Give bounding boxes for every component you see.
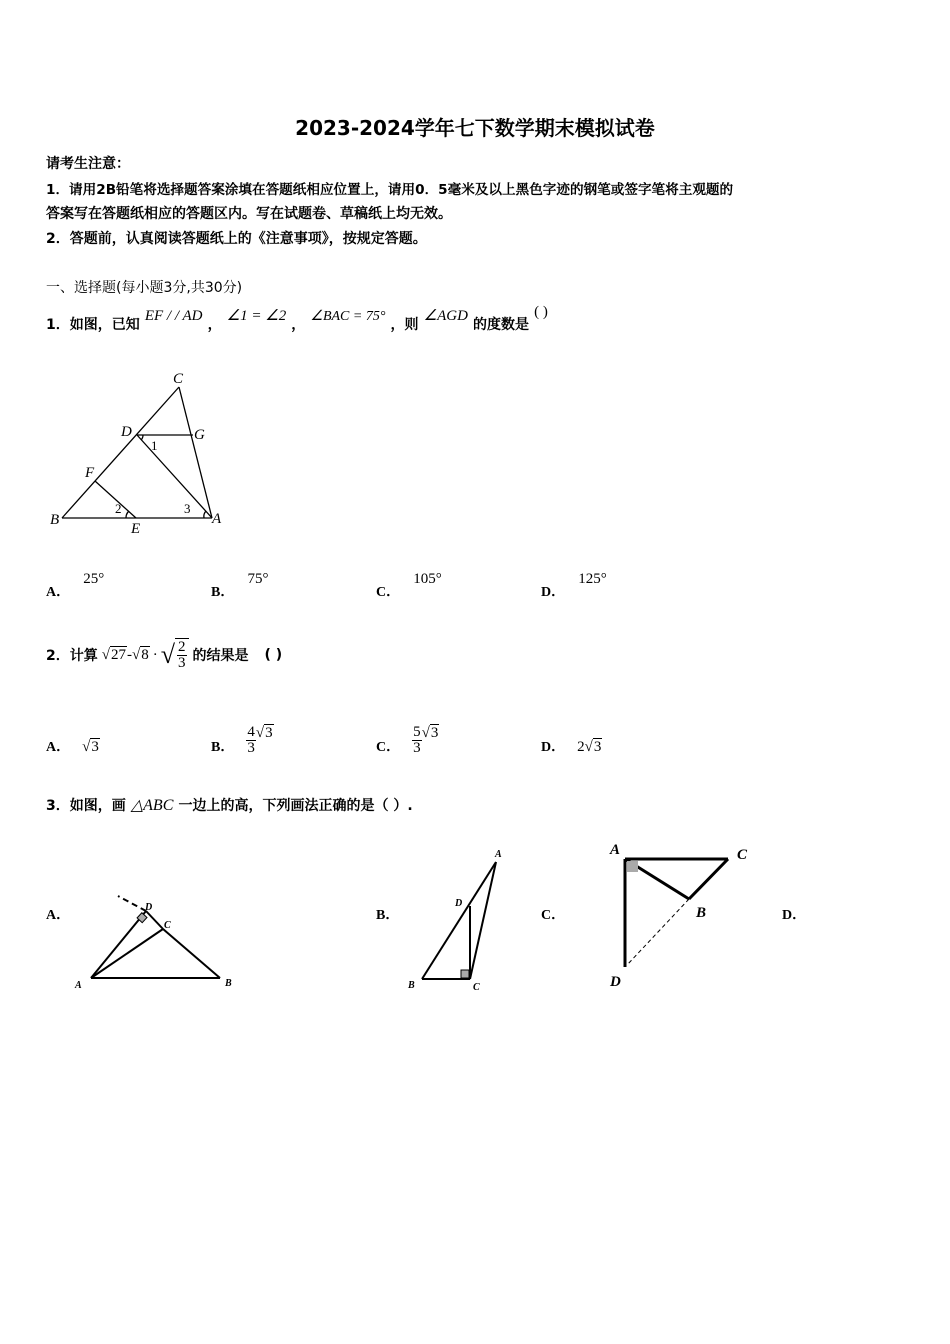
q2-fraction-numerator: 2 <box>178 639 186 655</box>
q2-option-a-value: √3 <box>82 739 99 755</box>
q1-option-a[interactable] <box>46 568 105 600</box>
q1-label-c: C <box>173 371 184 387</box>
q1-label-f: F <box>85 465 95 481</box>
q3-option-d-label[interactable]: D． <box>782 908 807 923</box>
q2-option-b-fraction <box>246 725 256 756</box>
q2-option-c-label: C． <box>376 740 401 755</box>
q3-figure-c <box>600 835 760 995</box>
q3a-label-a: A <box>75 980 82 991</box>
q3-figure-b <box>400 840 515 995</box>
q2-option-c-radical: √3 <box>421 725 439 741</box>
q1-separator-2: ， <box>291 317 306 333</box>
q3-figure-a <box>70 890 245 1000</box>
q1-label-g: G <box>194 427 205 443</box>
q1-separator-1: ， <box>207 317 222 333</box>
q2-radical-fraction <box>175 638 189 672</box>
q3b-label-d: D <box>455 898 463 909</box>
q3a-label-d: D <box>145 902 153 913</box>
q3c-right-angle-mark <box>627 861 638 872</box>
notice-item-1-line-1: 1．请用2B铅笔将选择题答案涂填在答题纸相应位置上，请用0．5毫米及以上黑色字迹的钢笔或签字笔将主观题的 <box>46 182 734 198</box>
q1-figure <box>40 365 240 540</box>
q1-label-angle-2: 2 <box>115 501 122 516</box>
q2-option-c-fraction <box>412 725 422 756</box>
q3a-segment-ad <box>91 911 146 978</box>
q3a-segment-dc <box>146 911 163 929</box>
q3-option-a-label[interactable]: A． <box>46 908 71 923</box>
q1-label-a: A <box>212 511 222 527</box>
q2-option-d-radicand: 3 <box>593 739 602 755</box>
q3b-label-a: A <box>495 849 502 860</box>
q1-option-b-value: 75° <box>247 571 269 587</box>
q2-option-a-label: A． <box>46 740 71 755</box>
q2-option-b-radical: √3 <box>255 725 273 741</box>
section-heading: 一、选择题(每小题3分,共30分) <box>46 280 243 296</box>
q2-radical-27: √27 <box>101 647 126 663</box>
q3a-label-b: B <box>225 978 232 989</box>
notice-heading: 请考生注意： <box>46 156 130 172</box>
q1-segment-da <box>137 435 212 518</box>
q2-dot: · <box>152 646 158 663</box>
q3a-extension <box>118 896 146 911</box>
q2-option-b[interactable] <box>211 710 274 756</box>
q3-option-c-label[interactable]: C． <box>541 908 566 923</box>
q1-option-c-value: 105° <box>413 571 442 587</box>
q3c-label-a: A <box>610 842 621 858</box>
q1-label-b: B <box>50 512 60 528</box>
q1-target-angle: ∠AGD <box>423 308 468 324</box>
q1-option-d-value: 125° <box>578 571 607 587</box>
q2-option-b-radicand: 3 <box>265 725 273 741</box>
q3-prefix: 3．如图，画 <box>46 798 126 814</box>
question-1-stem <box>46 305 548 335</box>
q1-suffix: 的度数是 <box>473 317 529 333</box>
q1-segment-bc <box>62 387 179 518</box>
q1-answer-paren: ( ) <box>534 304 548 320</box>
q2-answer-paren: ( ) <box>264 647 283 663</box>
q1-separator-3: ，则 <box>390 317 419 333</box>
q1-angle-3-arc <box>204 511 206 518</box>
q3c-label-d: D <box>610 974 621 990</box>
notice-item-1-line-2: 答案写在答题纸相应的答题区内。写在试题卷、草稿纸上均无效。 <box>46 206 452 222</box>
q1-segment-ca <box>179 387 212 518</box>
q3a-segment-cb <box>163 929 220 978</box>
page-title: 2023-2024学年七下数学期末模拟试卷 <box>295 116 655 140</box>
q1-option-a-value: 25° <box>83 571 105 587</box>
q1-condition-angle-bac: ∠BAC = 75° <box>310 309 386 324</box>
q3-suffix: 一边上的高，下列画法正确的是（ ）. <box>178 798 413 814</box>
q3b-label-c: C <box>473 982 480 993</box>
q1-option-d[interactable] <box>541 568 607 600</box>
q2-prefix: 2．计算 <box>46 648 98 664</box>
q2-option-a[interactable] <box>46 712 100 756</box>
q3a-label-c: C <box>164 920 171 931</box>
q1-option-c[interactable] <box>376 568 442 600</box>
q2-suffix: 的结果是 <box>192 648 249 664</box>
q1-option-b-label: B． <box>211 585 235 600</box>
q1-prefix: 1．如图，已知 <box>46 317 140 333</box>
q1-label-e: E <box>131 521 141 537</box>
q2-option-d[interactable] <box>541 712 602 756</box>
q2-radicand-8: 8 <box>141 647 149 663</box>
q1-angle-2-arc <box>126 511 129 518</box>
q3b-label-b: B <box>408 980 415 991</box>
q3b-segment-ba <box>422 862 496 979</box>
q1-condition-angles-equal: ∠1 = ∠2 <box>226 308 287 324</box>
question-2-stem <box>46 630 282 680</box>
q2-option-b-label: B． <box>211 740 235 755</box>
q2-option-b-numerator: 4 <box>247 724 255 740</box>
q2-option-c-denominator: 3 <box>413 740 421 756</box>
q2-option-d-coefficient: 2 <box>577 739 585 755</box>
q1-label-angle-3: 3 <box>184 501 191 516</box>
q2-option-c-radicand: 3 <box>430 725 439 741</box>
q1-label-d: D <box>121 424 132 440</box>
q1-angle-1-arc <box>141 435 143 440</box>
q3c-segment-cb <box>689 859 728 899</box>
q3-option-b-label[interactable]: B． <box>376 908 400 923</box>
q3b-right-angle-mark <box>461 970 469 978</box>
q1-option-a-label: A． <box>46 585 71 600</box>
q3c-dashed-bd <box>627 899 689 965</box>
q2-option-d-label: D． <box>541 740 566 755</box>
q2-option-c-numerator: 5 <box>413 724 421 740</box>
notice-item-2: 2．答题前，认真阅读答题纸上的《注意事项》，按规定答题。 <box>46 231 427 247</box>
q3-triangle: △ABC <box>130 797 174 814</box>
q3c-label-c: C <box>737 847 748 863</box>
q2-option-a-radicand: 3 <box>91 739 99 755</box>
q2-fraction-denominator: 3 <box>178 655 186 671</box>
q1-option-c-label: C． <box>376 585 401 600</box>
q3a-segment-ac <box>91 929 163 978</box>
q2-minus: - <box>126 646 132 663</box>
q1-condition-parallel: EF / / AD <box>144 308 203 324</box>
q1-option-b[interactable] <box>211 568 269 600</box>
q2-radicand-27: 27 <box>110 647 126 663</box>
q3b-segment-ca <box>470 862 496 979</box>
q3c-label-b: B <box>696 905 707 921</box>
q1-label-angle-1: 1 <box>151 438 158 453</box>
q2-radical-sign: √ <box>160 640 175 669</box>
q2-option-d-radical: √3 <box>584 739 602 755</box>
q2-radical-8: √8 <box>131 647 149 663</box>
q1-option-d-label: D． <box>541 585 566 600</box>
question-3-stem <box>46 795 413 815</box>
q2-option-b-denominator: 3 <box>247 740 255 756</box>
q2-option-c[interactable] <box>376 710 439 756</box>
